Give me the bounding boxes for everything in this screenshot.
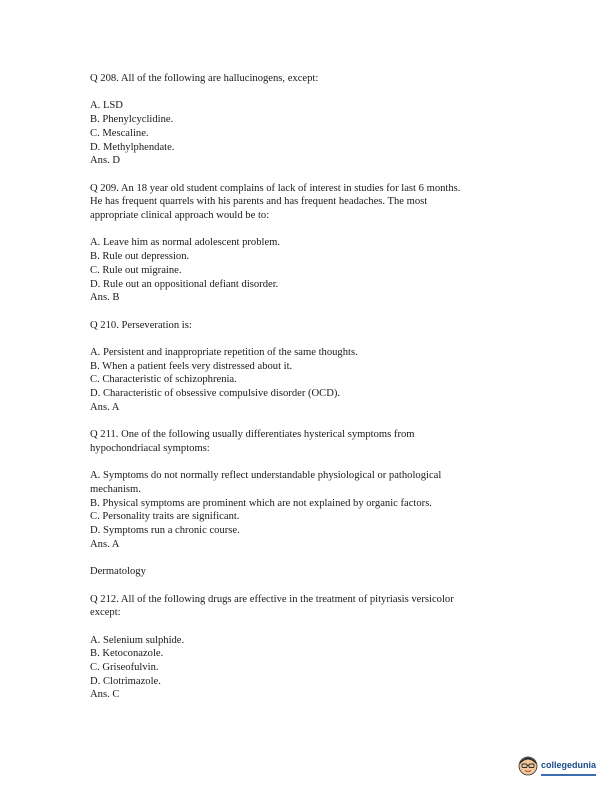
document-body [90,72,530,716]
question-block-211 [90,428,530,551]
question-text: He has frequent quarrels with his parents and has frequent headaches. The most [90,196,428,208]
option-d: D. Characteristic of obsessive compulsive disorder (OCD). [90,388,341,400]
option-a-continued: mechanism. [90,483,141,495]
option-a: A. Selenium sulphide. [90,634,185,646]
logo-brand: collegedunia [541,760,597,770]
option-b: B. Ketoconazole. [90,648,164,660]
option-c: C. Griseofulvin. [90,662,159,674]
section-heading: Dermatology [90,566,146,578]
question-text: Q 211. One of the following usually differentiates hysterical symptoms from [90,429,415,441]
option-b: B. Phenylcyclidine. [90,114,174,126]
option-a: A. Persistent and inappropriate repetition of the same thoughts. [90,346,358,358]
answer: Ans. A [90,538,120,550]
logo-tagline-bar [541,774,596,776]
question-block-208 [90,72,530,168]
question-block-209 [90,182,530,305]
option-d: D. Rule out an oppositional defiant disorder. [90,278,279,290]
option-d: D. Symptoms run a chronic course. [90,525,240,537]
option-d: D. Clotrimazole. [90,675,161,687]
question-text: hypochondriacal symptoms: [90,442,210,454]
question-block-210 [90,319,530,415]
question-text: appropriate clinical approach would be to: [90,210,270,221]
logo-text [541,756,596,776]
option-a: A. LSD [90,100,123,112]
option-c: C. Characteristic of schizophrenia. [90,374,237,386]
question-text: Q 210. Perseveration is: [90,319,192,331]
answer: Ans. C [90,689,120,701]
answer: Ans. D [90,155,121,167]
answer: Ans. A [90,401,120,413]
question-text: Q 212. All of the following drugs are effective in the treatment of pityriasis versicolor [90,593,454,605]
answer: Ans. B [90,292,120,304]
option-b: B. Rule out depression. [90,251,190,263]
option-d: D. Methylphendate. [90,141,175,153]
question-block-212 [90,593,530,703]
option-c: C. Mescaline. [90,127,149,139]
option-a: A. Symptoms do not normally reflect understandable physiological or pathological [90,470,442,482]
option-b: B. Physical symptoms are prominent which are not explained by organic factors. [90,497,432,509]
collegedunia-logo[interactable] [518,756,596,776]
question-text: except: [90,607,121,619]
option-b: B. When a patient feels very distressed about it. [90,360,293,372]
question-text: Q 208. All of the following are hallucinogens, except: [90,73,319,84]
mascot-icon [518,756,538,776]
option-c: C. Personality traits are significant. [90,511,240,523]
option-a: A. Leave him as normal adolescent problem. [90,237,281,249]
question-text: Q 209. An 18 year old student complains of lack of interest in studies for last 6 months. [90,182,461,194]
option-c: C. Rule out migraine. [90,264,182,276]
